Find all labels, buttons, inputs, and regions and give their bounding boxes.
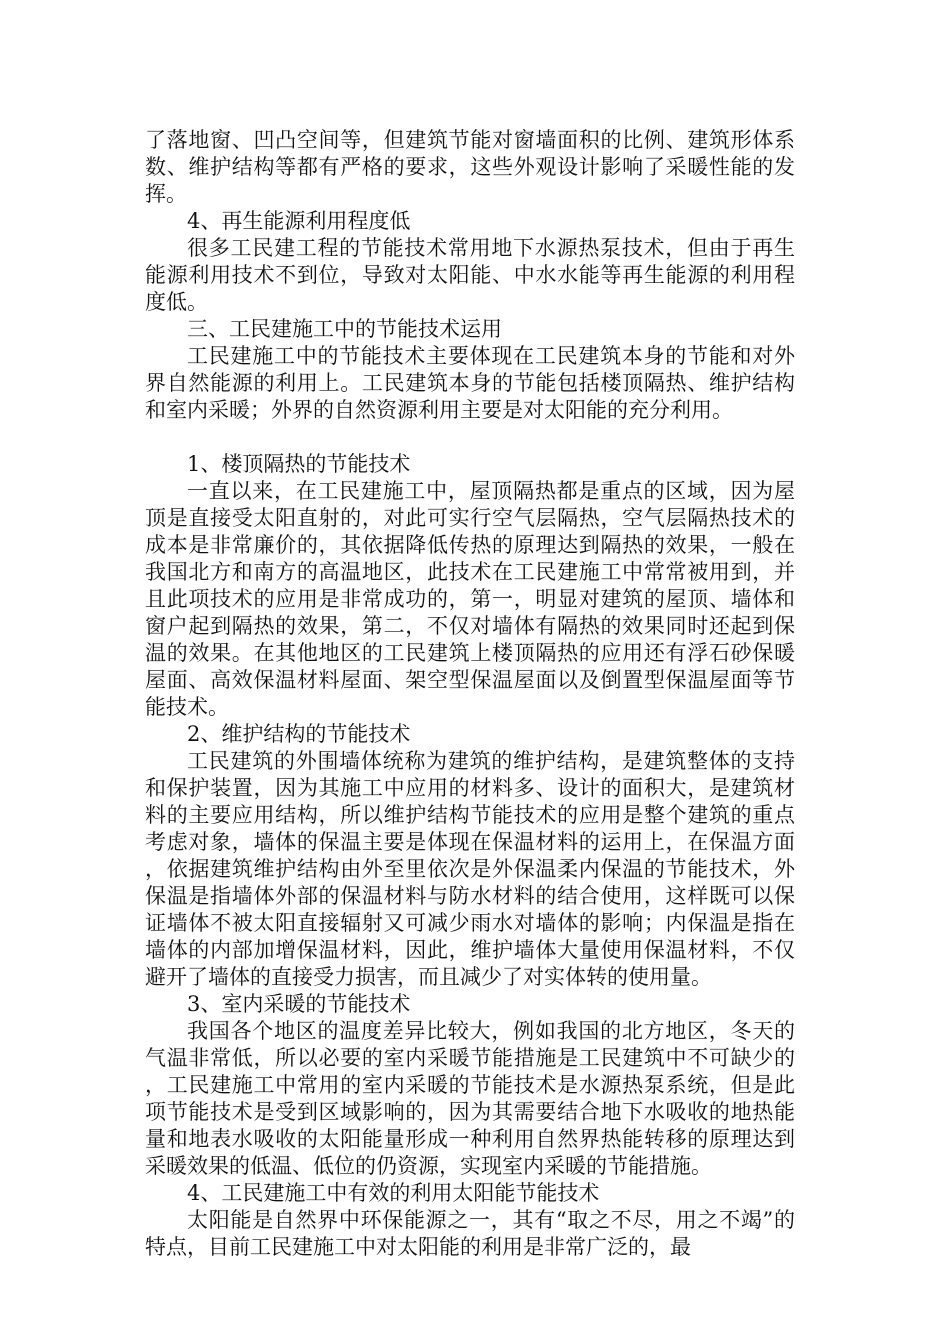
section-heading-solar-energy: 4、工民建施工中有效的利用太阳能节能技术: [187, 1181, 600, 1205]
paragraph-continued: 了落地窗、凹凸空间等，但建筑节能对窗墙面积的比例、建筑形体系数、维护结构等都有严格的要求，这些外观设计影响了采暖性能的发挥。: [145, 128, 795, 206]
paragraph-envelope-structure: 工民建筑的外围墙体统称为建筑的维护结构，是建筑整体的支持和保护装置，因为其施工中应用的材料多、设计的面积大，是建筑材料的主要应用结构，所以维护结构节能技术的应用是整个建筑的重点考虑对象，墙体的保温主要是体现在保温材料的运用上，在保温方面，依据建筑维护结构由外至里依次是外保温柔内保温的节能技术，外保温是指墙体外部的保温材料与防水材料的结合使用，这样既可以保证墙体不被太阳直接辐射又可减少雨水对墙体的影响；内保温是指在墙体的内部加增保温材料，因此，维护墙体大量使用保温材料，不仅避开了墙体的直接受力损害，而且减少了对实体转的使用量。: [145, 749, 795, 989]
section-heading-envelope-structure: 2、维护结构的节能技术: [187, 722, 411, 746]
paragraph-roof-insulation: 一直以来，在工民建施工中，屋顶隔热都是重点的区域，因为屋顶是直接受太阳直射的，对此可实行空气层隔热，空气层隔热技术的成本是非常廉价的，其依据降低传热的原理达到隔热的效果，一般在我国北方和南方的高温地区，此技术在工民建施工中常常被用到，并且此项技术的应用是非常成功的，第一，明显对建筑的屋顶、墙体和窗户起到隔热的效果，第二，不仅对墙体有隔热的效果同时还起到保温的效果。在其他地区的工民建筑上楼顶隔热的应用还有浮石砂保暖屋面、高效保温材料屋面、架空型保温屋面以及倒置型保温屋面等节能技术。: [145, 479, 795, 719]
paragraph-renewable-energy: 很多工民建工程的节能技术常用地下水源热泵技术，但由于再生能源利用技术不到位，导致对太阳能、中水水能等再生能源的利用程度低。: [145, 236, 795, 314]
paragraph-solar-energy: 太阳能是自然界中环保能源之一，其有“取之不尽，用之不竭”的特点，目前工民建施工中对太阳能的利用是非常广泛的，最: [145, 1208, 795, 1259]
section-heading-renewable-energy: 4、再生能源利用程度低: [187, 209, 411, 233]
paragraph-indoor-heating: 我国各个地区的温度差异比较大，例如我国的北方地区，冬天的气温非常低，所以必要的室内采暖节能措施是工民建筑中不可缺少的，工民建施工中常用的室内采暖的节能技术是水源热泵系统，但是此项节能技术是受到区域影响的，因为其需要结合地下水吸收的地热能量和地表水吸收的太阳能量形成一种利用自然界热能转移的原理达到采暖效果的低温、低位的仍资源，实现室内采暖的节能措施。: [145, 1019, 795, 1178]
blank-line: [145, 424, 795, 451]
section-heading-roof-insulation: 1、楼顶隔热的节能技术: [187, 452, 411, 476]
section-heading-indoor-heating: 3、室内采暖的节能技术: [187, 992, 411, 1016]
document-page: [145, 127, 795, 1261]
section-heading-energy-saving-application: 三、工民建施工中的节能技术运用: [187, 317, 502, 341]
paragraph-energy-saving-overview: 工民建施工中的节能技术主要体现在工民建筑本身的节能和对外界自然能源的利用上。工民建筑本身的节能包括楼顶隔热、维护结构和室内采暖；外界的自然资源利用主要是对太阳能的充分利用。: [145, 344, 795, 422]
